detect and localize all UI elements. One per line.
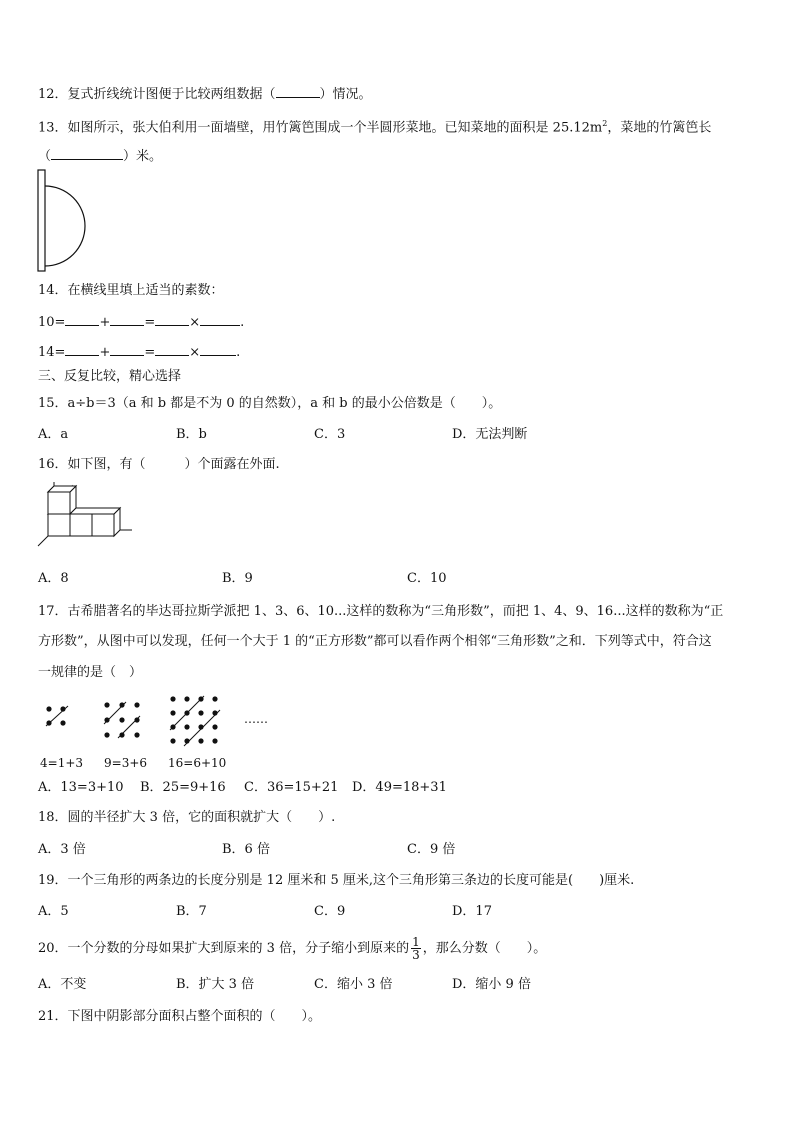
option-c[interactable]: C．3 — [314, 427, 346, 442]
semicircle-fence — [45, 186, 85, 266]
option-c[interactable]: C．缩小 3 倍 — [314, 977, 393, 992]
option-b[interactable]: B．9 — [222, 571, 253, 586]
question-12: 12．复式折线统计图便于比较两组数据（ ）情况。 — [38, 84, 372, 104]
option-c[interactable]: C．10 — [407, 571, 447, 586]
question-17-line-1: 17．古希腊著名的毕达哥拉斯学派把 1、3、6、10...这样的数称为“三角形数”，而把 1、4、9、16...这样的数称为“正 — [38, 604, 724, 619]
answer-blank[interactable] — [155, 342, 189, 356]
option-a[interactable]: A．不变 — [38, 977, 87, 992]
wall — [38, 170, 45, 271]
answer-blank[interactable] — [110, 342, 144, 356]
question-15: 15．a÷b＝3（a 和 b 都是不为 0 的自然数），a 和 b 的最小公倍数是（ ）。 — [38, 396, 502, 411]
question-14-row-1: 10= + = × . — [38, 312, 244, 332]
question-19: 19．一个三角形的两条边的长度分别是 12 厘米和 5 厘米,这个三角形第三条边的长度可能是( )厘米. — [38, 873, 635, 888]
pattern-label-2: 9=3+6 — [104, 756, 148, 770]
question-21: 21．下图中阴影部分面积占整个面积的（ ）。 — [38, 1009, 322, 1024]
question-14: 14．在横线里填上适当的素数： — [38, 283, 224, 298]
option-b[interactable]: B．6 倍 — [222, 842, 270, 857]
option-c[interactable]: C．36=15+21 — [244, 780, 339, 795]
question-18: 18．圆的半径扩大 3 倍，它的面积就扩大（ ）. — [38, 810, 336, 825]
option-d[interactable]: D．缩小 9 倍 — [452, 977, 531, 992]
question-17-line-3: 一规律的是（ ） — [38, 665, 143, 680]
option-a[interactable]: A．8 — [38, 571, 69, 586]
dot-pattern-4x4 — [168, 694, 222, 748]
option-d[interactable]: D．无法判断 — [452, 427, 528, 442]
option-a[interactable]: A．3 倍 — [38, 842, 86, 857]
answer-blank[interactable] — [200, 312, 240, 326]
answer-blank[interactable] — [65, 342, 99, 356]
section-3-title: 三、反复比较，精心选择 — [38, 369, 182, 384]
pattern-label-1: 4=1+3 — [40, 756, 84, 770]
option-c[interactable]: C．9 倍 — [407, 842, 456, 857]
option-b[interactable]: B．扩大 3 倍 — [176, 977, 255, 992]
question-16: 16．如下图，有（ ）个面露在外面. — [38, 457, 280, 472]
option-d[interactable]: D．49=18+31 — [352, 780, 447, 795]
ellipsis: …… — [244, 712, 268, 726]
question-14-row-2: 14= + = × . — [38, 342, 240, 362]
question-17-line-2: 方形数”，从图中可以发现，任何一个大于 1 的“正方形数”都可以看作两个相邻“三角形数”之和．下列等式中，符合这 — [38, 634, 712, 649]
cube-stack-figure — [36, 482, 136, 558]
answer-blank[interactable] — [51, 146, 123, 160]
semicircle-garden-figure — [36, 168, 96, 274]
question-13-line-2: （ ）米。 — [38, 146, 162, 166]
option-b[interactable]: B．25=9+16 — [140, 780, 226, 795]
question-13-line-1: 13．如图所示，张大伯利用一面墙壁，用竹篱笆围成一个半圆形菜地。已知菜地的面积是 $25.12m^2$，菜地的竹篱笆长 — [38, 119, 712, 136]
option-a[interactable]: A．5 — [38, 904, 69, 919]
option-c[interactable]: C．9 — [314, 904, 346, 919]
pattern-label-3: 16=6+10 — [168, 756, 227, 770]
dot-pattern-2x2 — [44, 704, 70, 730]
answer-blank[interactable] — [276, 84, 320, 98]
fraction-one-third: $\frac{1}{3}$ — [412, 935, 420, 962]
answer-blank[interactable] — [155, 312, 189, 326]
option-d[interactable]: D．17 — [452, 904, 492, 919]
dot-pattern-3x3 — [102, 700, 142, 740]
option-b[interactable]: B．b — [176, 427, 207, 442]
option-a[interactable]: A．13=3+10 — [38, 780, 124, 795]
question-20: 20．一个分数的分母如果扩大到原来的 3 倍，分子缩小到原来的 $\frac{1}{3}$ ，那么分数（ ）。 — [38, 935, 547, 962]
option-b[interactable]: B．7 — [176, 904, 207, 919]
answer-blank[interactable] — [200, 342, 236, 356]
answer-blank[interactable] — [65, 312, 99, 326]
option-a[interactable]: A．a — [38, 427, 69, 442]
answer-blank[interactable] — [110, 312, 144, 326]
